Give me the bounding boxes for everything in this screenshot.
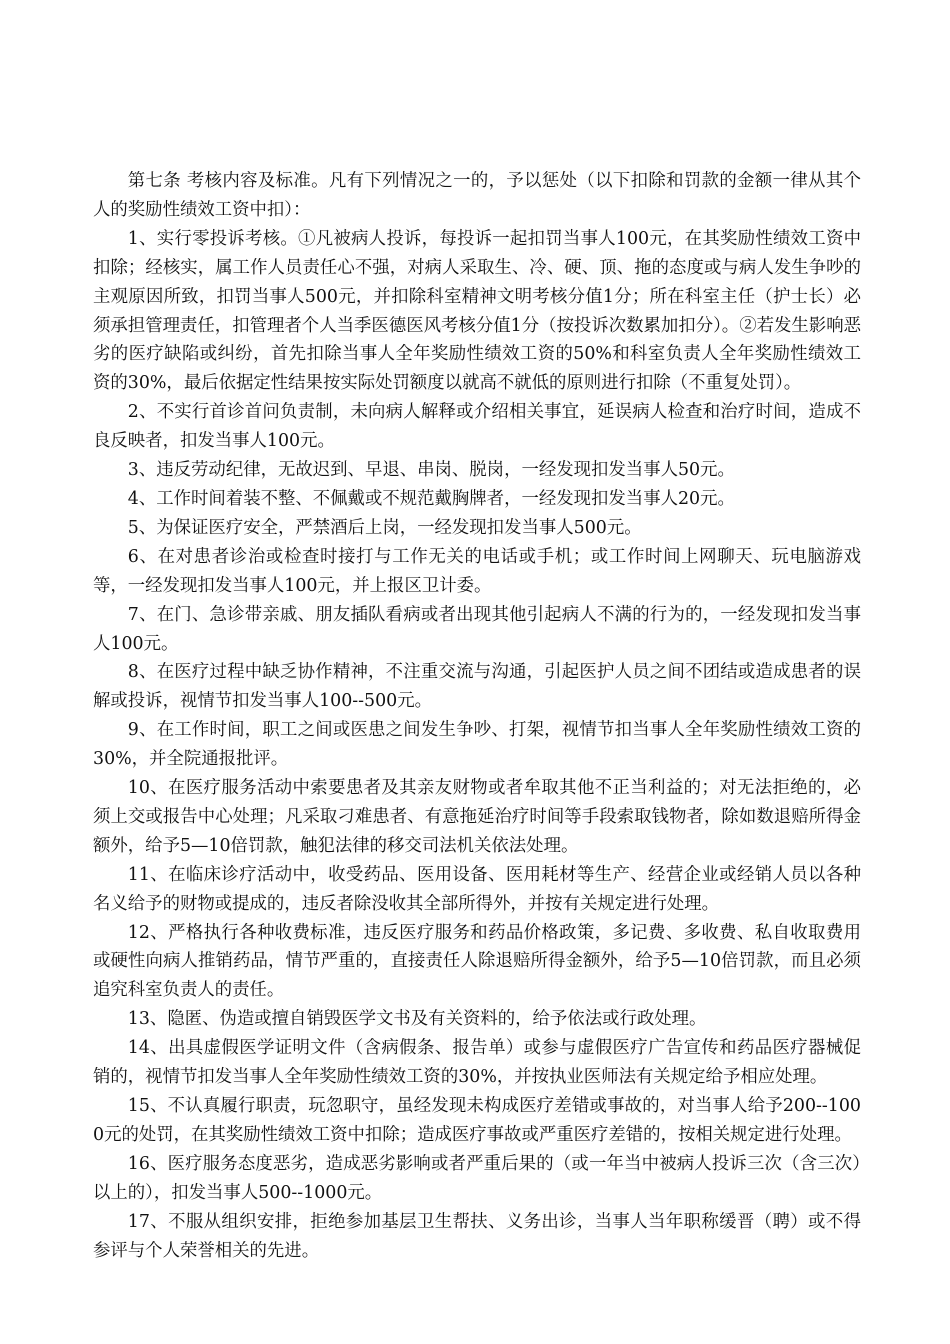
clause-7-paragraph: 7、在门、急诊带亲戚、朋友插队看病或者出现其他引起病人不满的行为的，一经发现扣发当事人100元。 [93, 604, 861, 654]
clause-17-paragraph: 17、不服从组织安排，拒绝参加基层卫生帮扶、义务出诊，当事人当年职称缓晋（聘）或不得参评与个人荣誉相关的先进。 [93, 1211, 861, 1261]
article-7-heading-paragraph: 第七条 考核内容及标准。凡有下列情况之一的，予以惩处（以下扣除和罚款的金额一律从其个人的奖励性绩效工资中扣）： [93, 171, 861, 220]
clause-12-paragraph: 12、严格执行各种收费标准，违反医疗服务和药品价格政策，多记费、多收费、私自收取费用或硬性向病人推销药品，情节严重的，直接责任人除退赔所得金额外，给予5—10倍罚款，而且必须追究科室负责人的责任。 [93, 922, 861, 1001]
clause-1-paragraph: 1、实行零投诉考核。①凡被病人投诉，每投诉一起扣罚当事人100元，在其奖励性绩效工资中扣除；经核实，属工作人员责任心不强，对病人采取生、冷、硬、顶、拖的态度或与病人发生争吵的主观原因所致，扣罚当事人500元，并扣除科室精神文明考核分值1分；所在科室主任（护士长）必须承担管理责任，扣管理者个人当季医德医风考核分值1分（按投诉次数累加扣分）。②若发生影响恶劣的医疗缺陷或纠纷，首先扣除当事人全年奖励性绩效工资的50%和科室负责人全年奖励性绩效工资的30%，最后依据定性结果按实际处罚额度以就高不就低的原则进行扣除（不重复处罚）。 [93, 228, 861, 394]
clause-6-paragraph: 6、在对患者诊治或检查时接打与工作无关的电话或手机；或工作时间上网聊天、玩电脑游戏等，一经发现扣发当事人100元，并上报区卫计委。 [93, 546, 861, 596]
clause-13-paragraph: 13、隐匿、伪造或擅自销毁医学文书及有关资料的，给予依法或行政处理。 [127, 1009, 707, 1030]
clause-2-paragraph: 2、不实行首诊首问负责制，未向病人解释或介绍相关事宜，延误病人检查和治疗时间，造成不良反映者，扣发当事人100元。 [93, 402, 861, 452]
clause-10-paragraph: 10、在医疗服务活动中索要患者及其亲友财物或者牟取其他不正当利益的；对无法拒绝的，必须上交或报告中心处理；凡采取刁难患者、有意拖延治疗时间等手段索取钱物者，除如数退赔所得金额外，给予5—10倍罚款，触犯法律的移交司法机关依法处理。 [93, 778, 861, 856]
clause-11-paragraph: 11、在临床诊疗活动中，收受药品、医用设备、医用耗材等生产、经营企业或经销人员以各种名义给予的财物或提成的，违反者除没收其全部所得外，并按有关规定进行处理。 [93, 864, 861, 914]
clause-14-paragraph: 14、出具虚假医学证明文件（含病假条、报告单）或参与虚假医疗广告宣传和药品医疗器械促销的，视情节扣发当事人全年奖励性绩效工资的30%，并按执业医师法有关规定给予相应处理。 [93, 1038, 861, 1088]
clause-9-paragraph: 9、在工作时间，职工之间或医患之间发生争吵、打架，视情节扣当事人全年奖励性绩效工资的30%，并全院通报批评。 [93, 720, 861, 770]
clause-15-paragraph: 15、不认真履行职责，玩忽职守，虽经发现未构成医疗差错或事故的，对当事人给予200--1000元的处罚，在其奖励性绩效工资中扣除；造成医疗事故或严重医疗差错的，按相关规定进行处理。 [93, 1096, 861, 1145]
document-page [93, 167, 861, 1265]
clause-4-paragraph: 4、工作时间着装不整、不佩戴或不规范戴胸牌者，一经发现扣发当事人20元。 [127, 488, 735, 509]
clause-8-paragraph: 8、在医疗过程中缺乏协作精神，不注重交流与沟通，引起医护人员之间不团结或造成患者的误解或投诉，视情节扣发当事人100--500元。 [93, 662, 861, 712]
clause-16-paragraph: 16、医疗服务态度恶劣，造成恶劣影响或者严重后果的（或一年当中被病人投诉三次（含三次）以上的），扣发当事人500--1000元。 [93, 1153, 861, 1203]
clause-5-paragraph: 5、为保证医疗安全，严禁酒后上岗，一经发现扣发当事人500元。 [127, 517, 642, 538]
clause-3-paragraph: 3、违反劳动纪律，无故迟到、早退、串岗、脱岗，一经发现扣发当事人50元。 [127, 460, 735, 481]
